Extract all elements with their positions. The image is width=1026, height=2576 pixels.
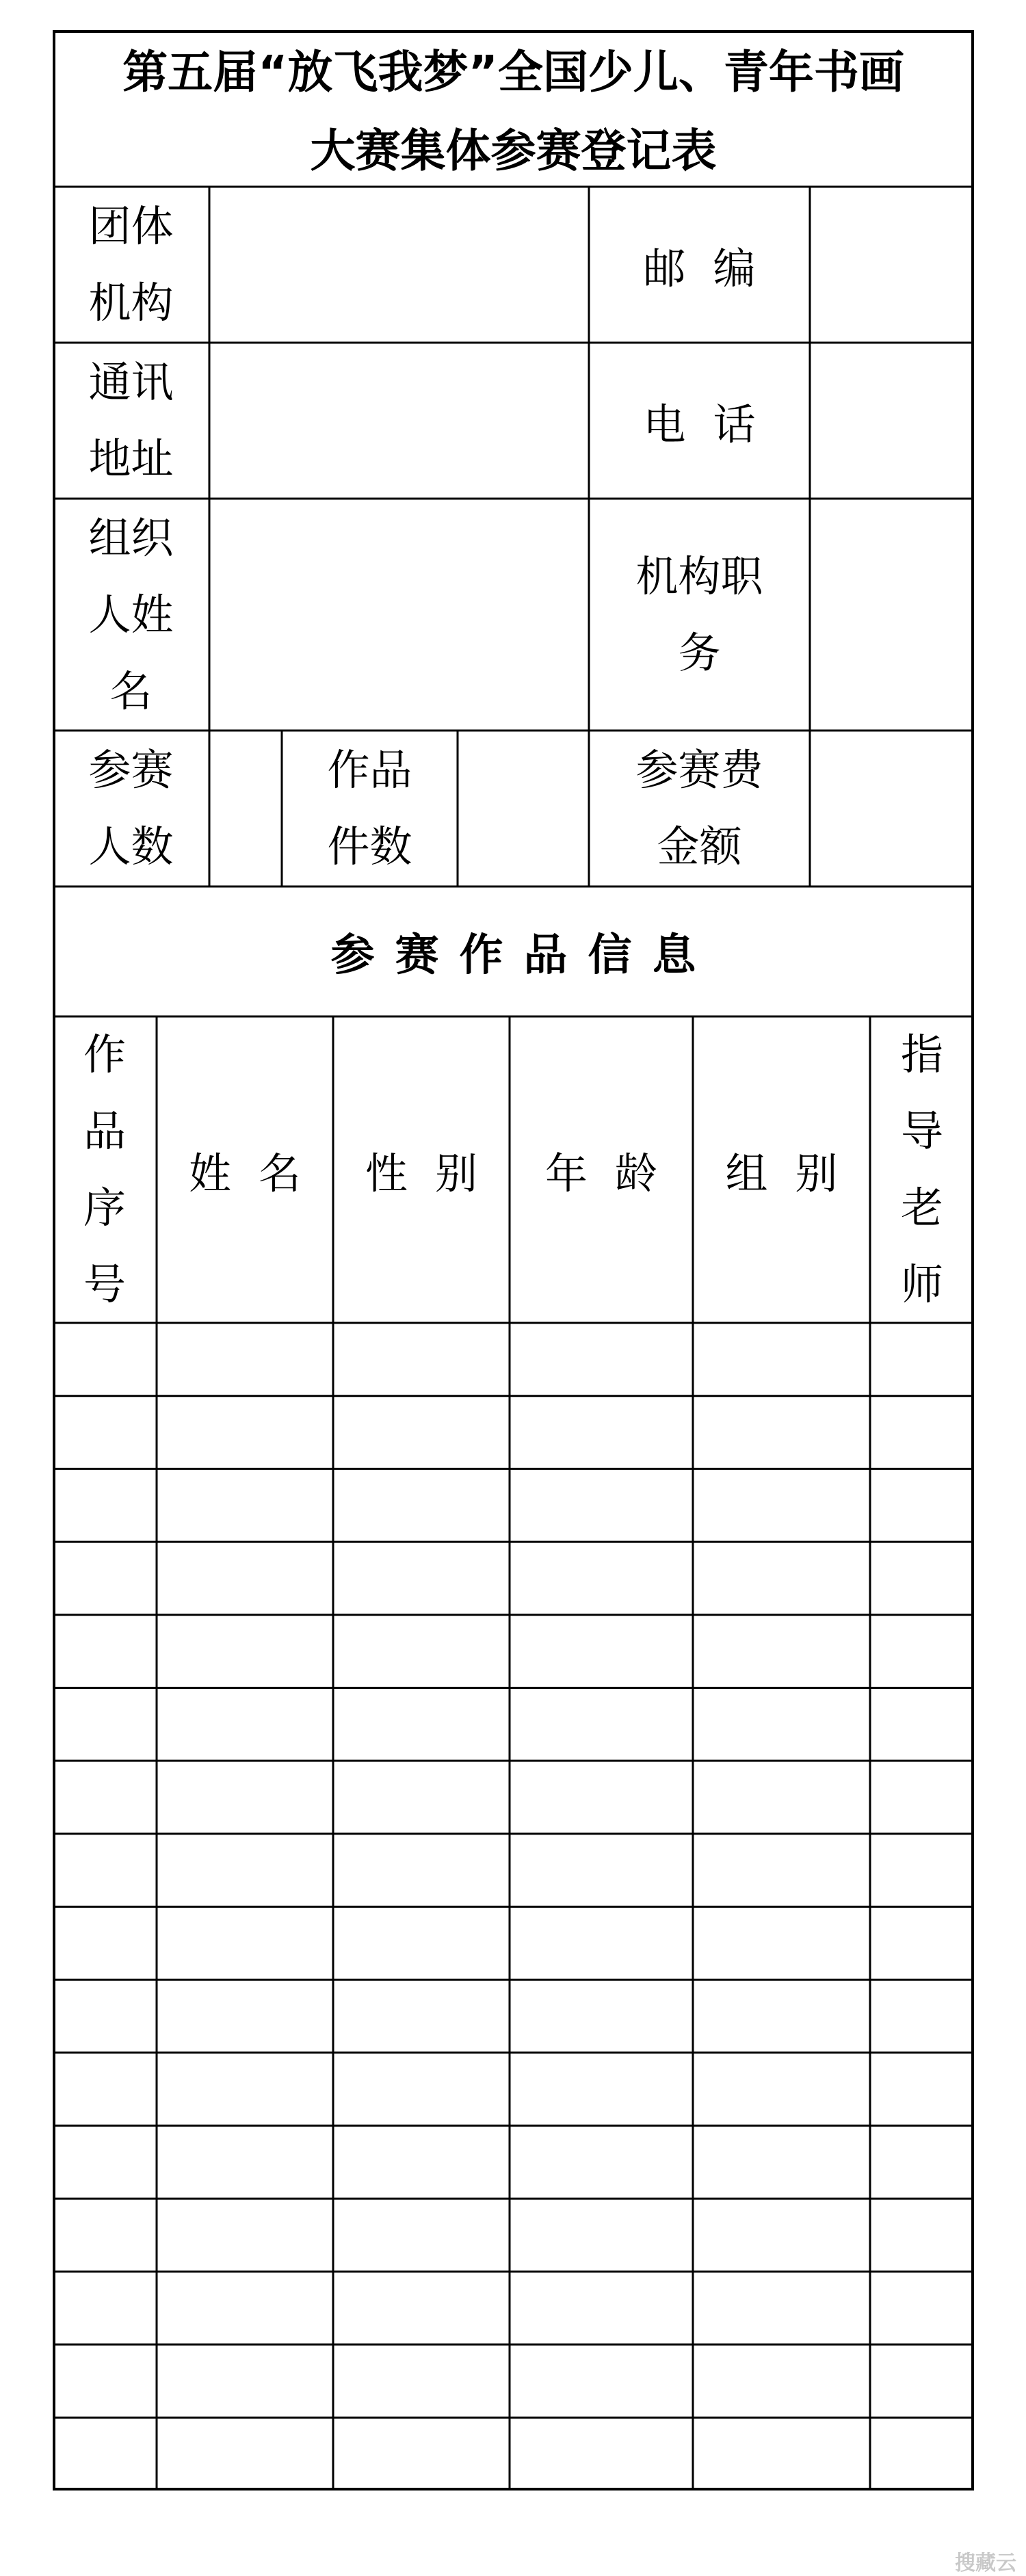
label-organizer-position: 机构职务 <box>635 551 763 678</box>
entry-cell-work-no[interactable] <box>53 2417 157 2490</box>
label-cell-postcode <box>589 187 810 343</box>
field-organization[interactable] <box>209 187 589 343</box>
entry-cell-group[interactable] <box>693 1469 870 1542</box>
field-work-count[interactable] <box>458 731 589 886</box>
entry-cell-group[interactable] <box>693 1542 870 1615</box>
entry-cell-age[interactable] <box>510 2053 693 2126</box>
entry-cell-age[interactable] <box>510 1396 693 1469</box>
entry-cell-name[interactable] <box>157 1687 333 1761</box>
entry-cell-name[interactable] <box>157 2272 333 2345</box>
entry-cell-work-no[interactable] <box>53 2053 157 2126</box>
entry-cell-name[interactable] <box>157 1469 333 1542</box>
entry-cell-work-no[interactable] <box>53 1834 157 1907</box>
field-phone[interactable] <box>810 343 974 499</box>
entry-cell-gender[interactable] <box>333 1834 510 1907</box>
entry-cell-age[interactable] <box>510 1907 693 1980</box>
label-fee-amount: 参赛费金额 <box>635 745 763 871</box>
entry-cell-teacher[interactable] <box>870 1396 974 1469</box>
label-organization: 团体机构 <box>88 201 174 328</box>
entry-cell-gender[interactable] <box>333 2272 510 2345</box>
entry-cell-teacher[interactable] <box>870 1323 974 1396</box>
entry-cell-work-no[interactable] <box>53 1396 157 1469</box>
entry-cell-age[interactable] <box>510 1761 693 1834</box>
entry-cell-name[interactable] <box>157 2053 333 2126</box>
field-organizer-position[interactable] <box>810 499 974 731</box>
entry-cell-group[interactable] <box>693 1761 870 1834</box>
entry-cell-teacher[interactable] <box>870 2053 974 2126</box>
entry-cell-group[interactable] <box>693 1980 870 2053</box>
column-header-gender: 性别 <box>365 1148 505 1198</box>
entry-cell-group[interactable] <box>693 1687 870 1761</box>
entry-cell-gender[interactable] <box>333 1542 510 1615</box>
field-fee-amount[interactable] <box>810 731 974 886</box>
entry-cell-work-no[interactable] <box>53 1323 157 1396</box>
entry-cell-gender[interactable] <box>333 1396 510 1469</box>
entry-cell-gender[interactable] <box>333 2198 510 2272</box>
entry-cell-gender[interactable] <box>333 2126 510 2199</box>
label-cell-participant-count <box>53 731 209 886</box>
label-cell-work-count <box>282 731 458 886</box>
entry-cell-name[interactable] <box>157 1980 333 2053</box>
entry-cell-work-no[interactable] <box>53 1980 157 2053</box>
column-label-work-no: 作品序号 <box>83 1029 127 1309</box>
entry-cell-name[interactable] <box>157 2345 333 2418</box>
entry-cell-work-no[interactable] <box>53 2272 157 2345</box>
entry-cell-teacher[interactable] <box>870 2345 974 2418</box>
entry-cell-teacher[interactable] <box>870 1761 974 1834</box>
column-label-teacher: 指导老师 <box>901 1029 944 1309</box>
entry-cell-work-no[interactable] <box>53 1615 157 1688</box>
column-header-name: 姓名 <box>188 1148 328 1198</box>
entry-cell-age[interactable] <box>510 1469 693 1542</box>
column-header-group: 组别 <box>725 1148 865 1198</box>
label-cell-organization <box>53 187 209 343</box>
entry-cell-gender[interactable] <box>333 2053 510 2126</box>
label-address: 通讯地址 <box>88 357 174 484</box>
entry-cell-gender[interactable] <box>333 1323 510 1396</box>
entry-cell-age[interactable] <box>510 1980 693 2053</box>
entry-cell-name[interactable] <box>157 1615 333 1688</box>
entry-cell-age[interactable] <box>510 1615 693 1688</box>
entry-cell-work-no[interactable] <box>53 2345 157 2418</box>
entry-cell-gender[interactable] <box>333 2345 510 2418</box>
field-participant-count[interactable] <box>209 731 282 886</box>
entry-cell-work-no[interactable] <box>53 1469 157 1542</box>
entry-cell-name[interactable] <box>157 2417 333 2490</box>
entry-cell-group[interactable] <box>693 2053 870 2126</box>
label-phone: 电话 <box>643 399 783 449</box>
entry-cell-group[interactable] <box>693 2345 870 2418</box>
entry-cell-gender[interactable] <box>333 1687 510 1761</box>
entry-cell-age[interactable] <box>510 1687 693 1761</box>
registration-form <box>53 30 974 2490</box>
entry-cell-work-no[interactable] <box>53 1542 157 1615</box>
entry-cell-work-no[interactable] <box>53 2198 157 2272</box>
field-address[interactable] <box>209 343 589 499</box>
entry-cell-gender[interactable] <box>333 2417 510 2490</box>
entry-cell-teacher[interactable] <box>870 2272 974 2345</box>
column-header-work-no <box>53 1016 157 1323</box>
entry-cell-teacher[interactable] <box>870 2417 974 2490</box>
entry-cell-group[interactable] <box>693 2417 870 2490</box>
entry-cell-teacher[interactable] <box>870 1834 974 1907</box>
entry-cell-name[interactable] <box>157 1396 333 1469</box>
entry-cell-age[interactable] <box>510 1323 693 1396</box>
form-title-line1: 第五届“放飞我梦”全国少儿、青年书画 <box>122 46 904 98</box>
entry-cell-teacher[interactable] <box>870 1615 974 1688</box>
label-cell-organizer-name <box>53 499 209 731</box>
entry-cell-group[interactable] <box>693 2198 870 2272</box>
entry-cell-age[interactable] <box>510 1542 693 1615</box>
entry-cell-teacher[interactable] <box>870 1469 974 1542</box>
entry-cell-name[interactable] <box>157 1761 333 1834</box>
label-cell-organizer-position <box>589 499 810 731</box>
entry-cell-work-no[interactable] <box>53 1687 157 1761</box>
label-cell-fee-amount <box>589 731 810 886</box>
entry-cell-gender[interactable] <box>333 1907 510 1980</box>
entry-cell-group[interactable] <box>693 1834 870 1907</box>
entry-cell-age[interactable] <box>510 2417 693 2490</box>
entry-cell-teacher[interactable] <box>870 2126 974 2199</box>
entry-cell-group[interactable] <box>693 2126 870 2199</box>
entry-cell-age[interactable] <box>510 2272 693 2345</box>
entry-cell-work-no[interactable] <box>53 1761 157 1834</box>
section-title: 参赛作品信息 <box>330 930 717 981</box>
entry-cell-age[interactable] <box>510 2126 693 2199</box>
entry-cell-age[interactable] <box>510 2198 693 2272</box>
entry-cell-name[interactable] <box>157 2198 333 2272</box>
label-work-count: 作品件数 <box>327 745 412 871</box>
column-header-teacher <box>870 1016 974 1323</box>
entry-cell-teacher[interactable] <box>870 1542 974 1615</box>
entry-cell-group[interactable] <box>693 2272 870 2345</box>
entry-cell-name[interactable] <box>157 1542 333 1615</box>
entry-cell-gender[interactable] <box>333 1980 510 2053</box>
entry-cell-name[interactable] <box>157 1834 333 1907</box>
entry-cell-name[interactable] <box>157 1907 333 1980</box>
label-cell-phone <box>589 343 810 499</box>
label-postcode: 邮编 <box>643 243 783 293</box>
entry-cell-gender[interactable] <box>333 1761 510 1834</box>
entry-cell-teacher[interactable] <box>870 1980 974 2053</box>
field-organizer-name[interactable] <box>209 499 589 731</box>
label-participant-count: 参赛人数 <box>88 745 174 871</box>
entry-cell-teacher[interactable] <box>870 1907 974 1980</box>
watermark: 搜藏云 <box>955 2551 1016 2575</box>
entry-cell-age[interactable] <box>510 1834 693 1907</box>
entry-cell-name[interactable] <box>157 2126 333 2199</box>
field-postcode[interactable] <box>810 187 974 343</box>
column-header-age: 年龄 <box>544 1148 685 1198</box>
entry-cell-age[interactable] <box>510 2345 693 2418</box>
entry-cell-gender[interactable] <box>333 1469 510 1542</box>
entry-cell-name[interactable] <box>157 1323 333 1396</box>
entry-cell-group[interactable] <box>693 1396 870 1469</box>
entry-cell-work-no[interactable] <box>53 2126 157 2199</box>
entry-cell-group[interactable] <box>693 1323 870 1396</box>
entry-cell-work-no[interactable] <box>53 1907 157 1980</box>
entry-cell-group[interactable] <box>693 1907 870 1980</box>
entry-cell-gender[interactable] <box>333 1615 510 1688</box>
entry-cell-group[interactable] <box>693 1615 870 1688</box>
label-organizer-name: 组织人姓名 <box>88 512 174 716</box>
label-cell-address <box>53 343 209 499</box>
entry-cell-teacher[interactable] <box>870 2198 974 2272</box>
form-title-line2: 大赛集体参赛登记表 <box>310 124 717 177</box>
entry-cell-teacher[interactable] <box>870 1687 974 1761</box>
